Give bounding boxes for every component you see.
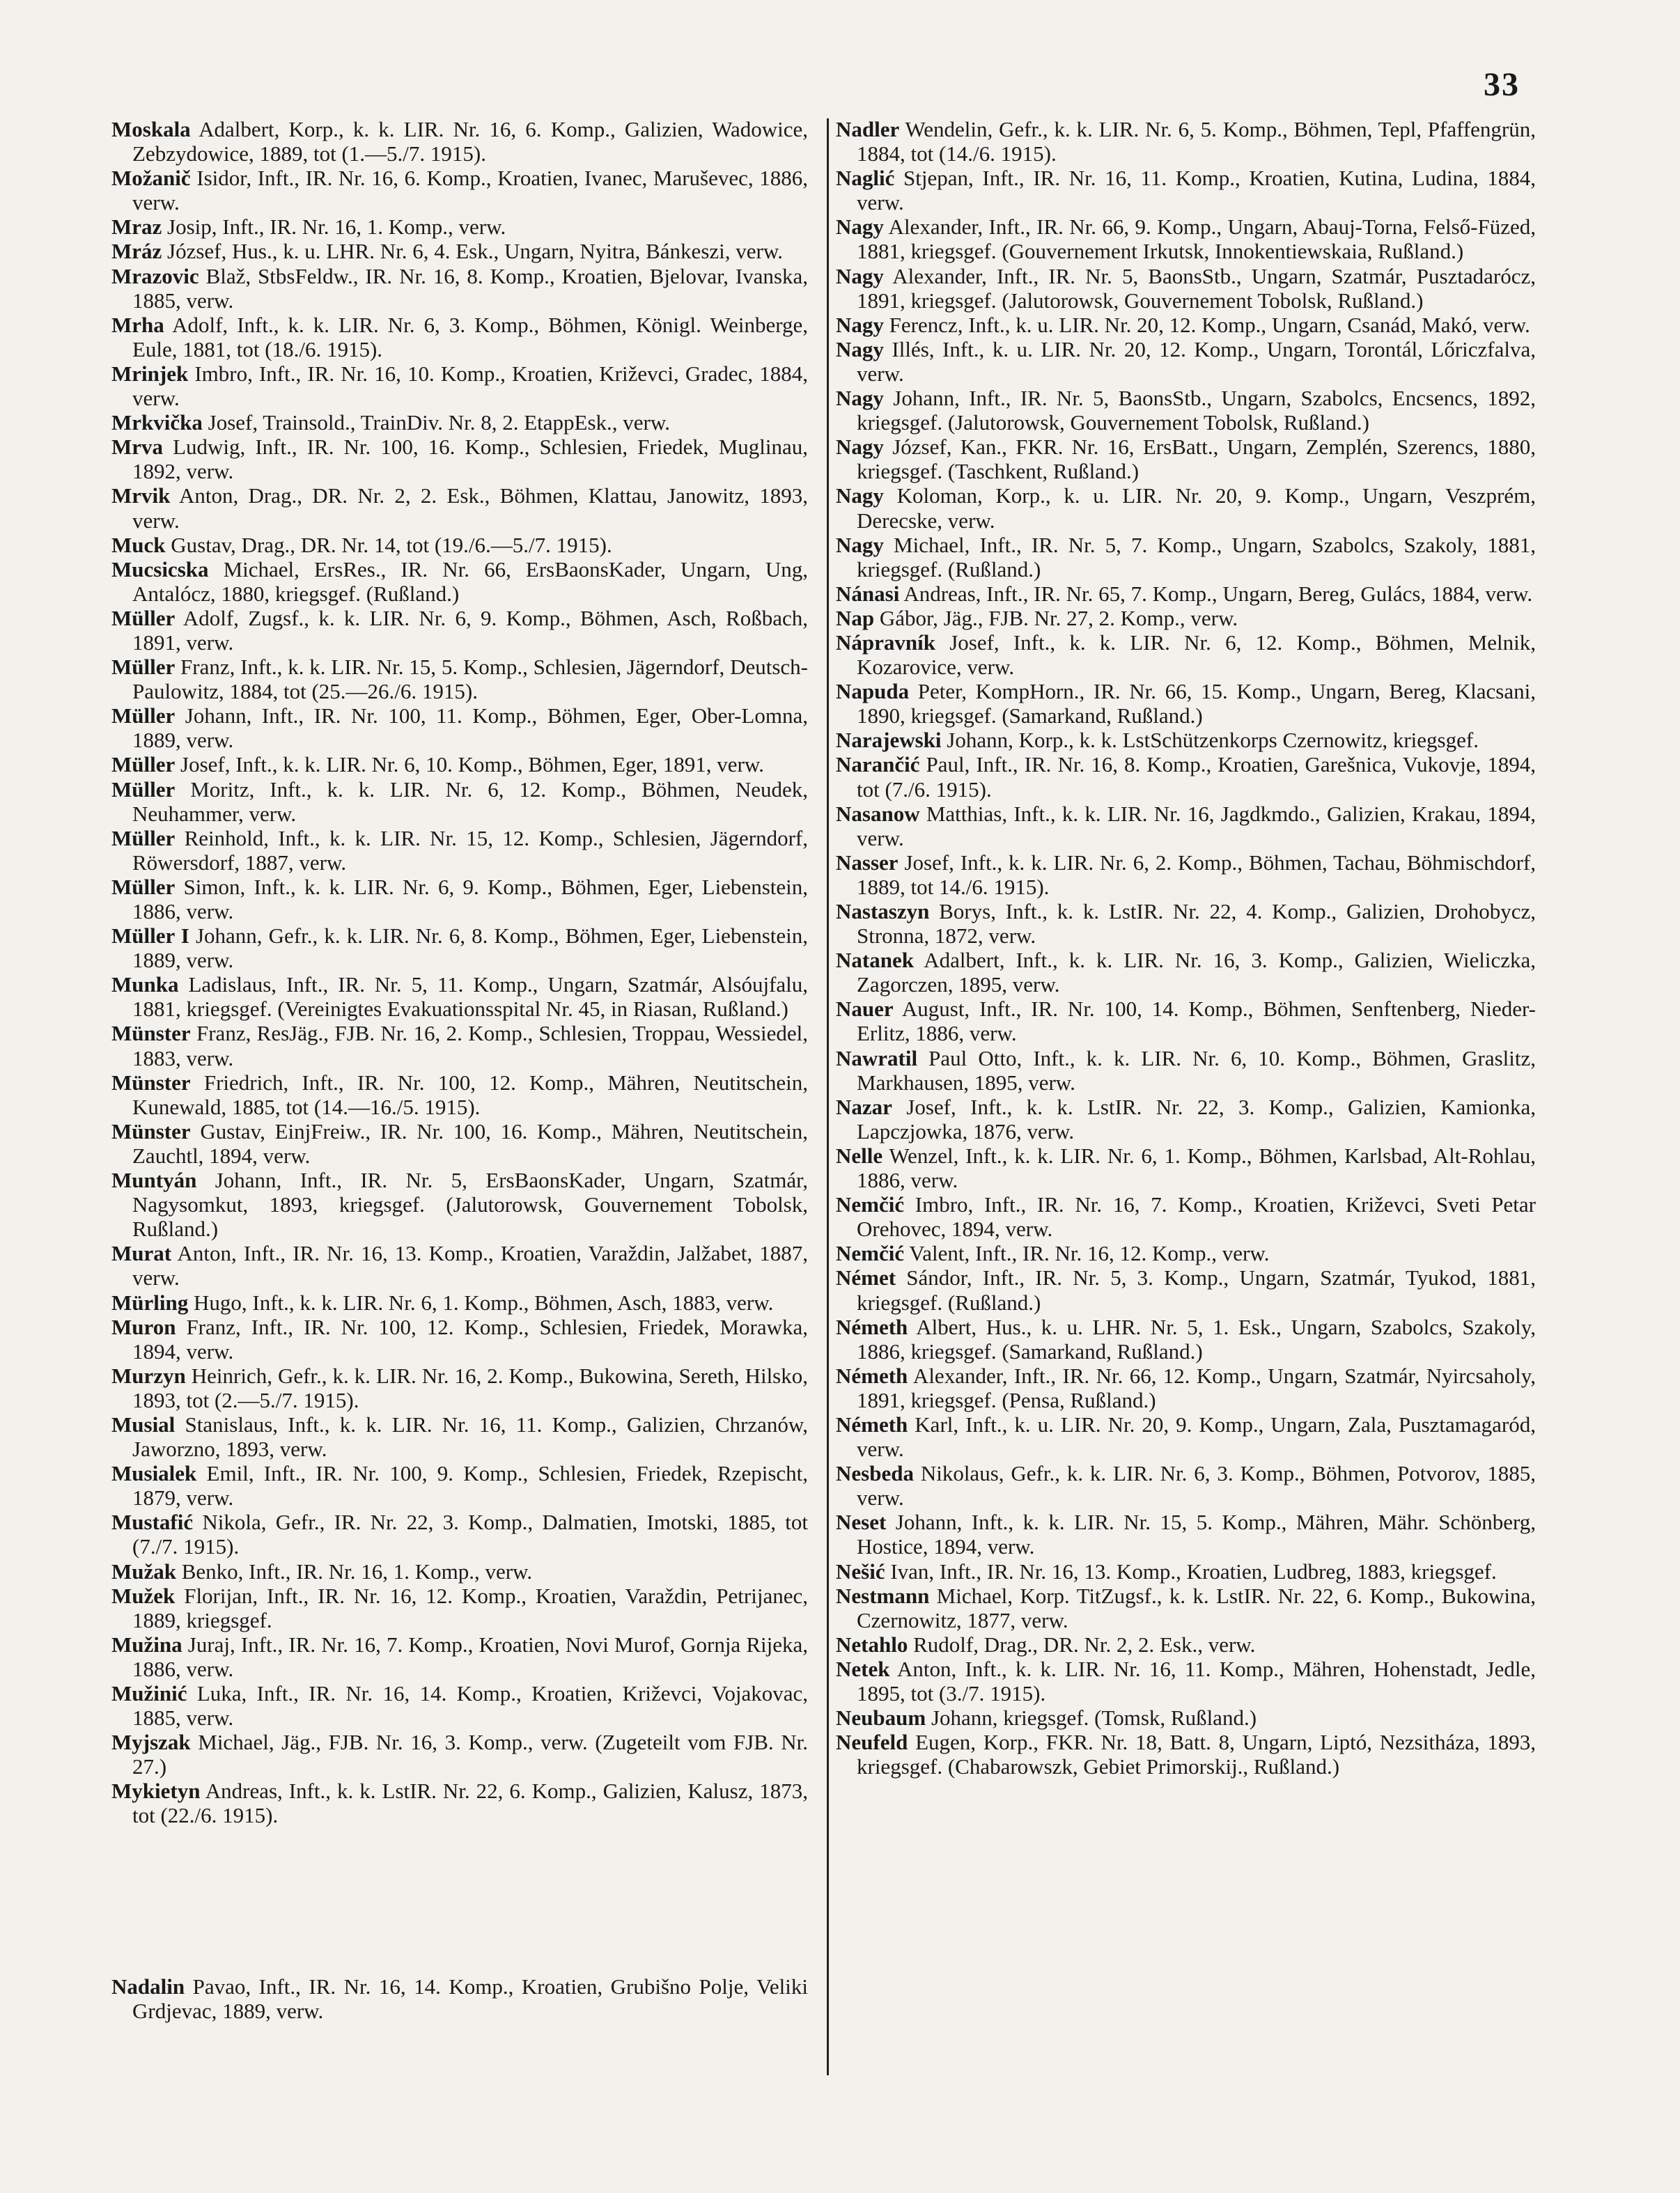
entry-details: Koloman, Korp., k. u. LIR. Nr. 20, 9. Komp., Ungarn, Veszprém, Derecske, verw. xyxy=(857,483,1536,533)
register-entry xyxy=(111,533,808,557)
entry-surname: Mürling xyxy=(111,1290,189,1315)
register-entry xyxy=(836,1461,1536,1510)
entry-details: Adalbert, Korp., k. k. LIR. Nr. 16, 6. Komp., Galizien, Wadowice, Zebzydowice, 1889, tot (1.—5./7. 1915). xyxy=(132,117,808,166)
entry-details: Rudolf, Drag., DR. Nr. 2, 2. Esk., verw. xyxy=(908,1632,1256,1657)
entry-details: Florijan, Inft., IR. Nr. 16, 12. Komp., Kroatien, Varaždin, Petrijanec, 1889, kriegsgef. xyxy=(132,1583,808,1632)
entry-details: Wenzel, Inft., k. k. LIR. Nr. 6, 1. Komp., Böhmen, Karlsbad, Alt-Rohlau, 1886, verw. xyxy=(857,1143,1536,1193)
entry-details: Isidor, Inft., IR. Nr. 16, 6. Komp., Kroatien, Ivanec, Maruševec, 1886, verw. xyxy=(132,166,808,215)
register-entry xyxy=(111,264,808,313)
entry-surname: Murzyn xyxy=(111,1363,186,1388)
entry-surname: Nagy xyxy=(836,435,884,460)
entry-surname: Németh xyxy=(836,1363,908,1388)
register-entry xyxy=(836,802,1536,850)
entry-details: Alexander, Inft., IR. Nr. 5, BaonsStb., Ungarn, Szatmár, Pusztadarócz, 1891, kriegsgef. (Jalutorowsk, Gouvernement Tobolsk, Rußland.) xyxy=(857,263,1536,313)
entry-details: Johann, Inft., IR. Nr. 5, ErsBaonsKader, Ungarn, Szatmár, Nagysomkut, 1893, kriegsgef. (Jalutorowsk, Gouvernement Tobolsk, Rußland.) xyxy=(132,1168,808,1242)
entry-details: Benko, Inft., IR. Nr. 16, 1. Komp., verw. xyxy=(176,1559,533,1584)
entry-surname: Müller xyxy=(111,605,176,630)
register-entry xyxy=(836,533,1536,582)
register-entry xyxy=(836,899,1536,948)
register-entry xyxy=(111,1315,808,1364)
entry-details: Gábor, Jäg., FJB. Nr. 27, 2. Komp., verw. xyxy=(874,605,1238,630)
register-entry xyxy=(111,1681,808,1730)
register-entry xyxy=(836,606,1536,630)
register-entry xyxy=(111,875,808,923)
entry-surname: Nemčić xyxy=(836,1192,905,1217)
entry-surname: Müller I xyxy=(111,923,189,949)
entry-surname: Mužina xyxy=(111,1632,182,1657)
entry-details: Franz, Inft., IR. Nr. 100, 12. Komp., Schlesien, Friedek, Morawka, 1894, verw. xyxy=(132,1314,808,1364)
entry-surname: Nagy xyxy=(836,336,884,361)
entry-details: Josef, Inft., k. k. LIR. Nr. 6, 12. Komp., Böhmen, Melnik, Kozarovice, verw. xyxy=(857,630,1536,680)
entry-surname: Nadalin xyxy=(111,1974,185,1999)
entry-surname: Netek xyxy=(836,1656,890,1681)
entry-surname: Musialek xyxy=(111,1461,197,1486)
entry-surname: Musial xyxy=(111,1412,176,1437)
register-entry xyxy=(111,826,808,875)
entry-details: Paul Otto, Inft., k. k. LIR. Nr. 6, 10. Komp., Böhmen, Graslitz, Markhausen, 1895, verw. xyxy=(857,1045,1536,1095)
entry-surname: Nagy xyxy=(836,214,884,240)
register-entry xyxy=(111,1364,808,1412)
register-entry xyxy=(836,435,1536,483)
entry-surname: Nešić xyxy=(836,1559,885,1584)
entry-details: Franz, ResJäg., FJB. Nr. 16, 2. Komp., Schlesien, Troppau, Wessiedel, 1883, verw. xyxy=(132,1021,808,1070)
register-entry xyxy=(111,410,808,435)
entry-details: Simon, Inft., k. k. LIR. Nr. 6, 9. Komp., Böhmen, Eger, Liebenstein, 1886, verw. xyxy=(132,874,808,923)
entry-details: Reinhold, Inft., k. k. LIR. Nr. 15, 12. Komp., Schlesien, Jägerndorf, Röwersdorf, 1887, verw. xyxy=(132,825,808,875)
entry-details: Eugen, Korp., FKR. Nr. 18, Batt. 8, Ungarn, Liptó, Nezsitháza, 1893, kriegsgef. (Chabarowszk, Gebiet Primorskij., Rußland.) xyxy=(857,1730,1536,1779)
entry-details: Josef, Inft., k. k. LstIR. Nr. 22, 3. Komp., Galizien, Kamionka, Lapczjowka, 1876, verw. xyxy=(857,1094,1536,1144)
entry-details: Andreas, Inft., IR. Nr. 65, 7. Komp., Ungarn, Bereg, Gulács, 1884, verw. xyxy=(899,581,1533,606)
register-entry xyxy=(836,1584,1536,1632)
entry-surname: Netahlo xyxy=(836,1632,908,1657)
entry-details: Michael, Jäg., FJB. Nr. 16, 3. Komp., verw. (Zugeteilt vom FJB. Nr. 27.) xyxy=(132,1730,808,1779)
entry-surname: Mrinjek xyxy=(111,361,189,386)
entry-details: Friedrich, Inft., IR. Nr. 100, 12. Komp., Mähren, Neutitschein, Kunewald, 1885, tot (14.—16./5. 1915). xyxy=(132,1070,808,1119)
entry-surname: Možanič xyxy=(111,166,191,191)
entry-surname: Napuda xyxy=(836,679,910,704)
register-entry xyxy=(111,1168,808,1241)
left-column xyxy=(111,117,808,2023)
entry-surname: Nagy xyxy=(836,386,884,411)
register-entry xyxy=(111,214,808,239)
register-entry xyxy=(836,1315,1536,1364)
entry-surname: Nagy xyxy=(836,532,884,557)
register-entry xyxy=(836,483,1536,532)
register-entry xyxy=(111,1070,808,1119)
entry-surname: Nastaszyn xyxy=(836,899,930,923)
register-entry xyxy=(836,1632,1536,1657)
entry-surname: Neset xyxy=(836,1510,887,1535)
register-entry xyxy=(836,1364,1536,1412)
register-entry xyxy=(836,630,1536,679)
entry-details: Ivan, Inft., IR. Nr. 16, 13. Komp., Kroatien, Ludbreg, 1883, kriegsgef. xyxy=(885,1559,1497,1584)
entry-details: Johann, kriegsgef. (Tomsk, Rußland.) xyxy=(926,1706,1257,1731)
entry-surname: Moskala xyxy=(111,117,191,141)
entry-surname: Münster xyxy=(111,1021,191,1046)
register-entry xyxy=(836,1730,1536,1779)
entry-surname: Nagy xyxy=(836,312,884,337)
register-entry xyxy=(111,483,808,532)
register-entry xyxy=(836,582,1536,606)
register-entry xyxy=(836,1144,1536,1192)
register-entry xyxy=(111,777,808,826)
entry-surname: Mustafić xyxy=(111,1510,194,1535)
entry-details: Andreas, Inft., k. k. LstIR. Nr. 22, 6. Komp., Galizien, Kalusz, 1873, tot (22./6. 1915). xyxy=(132,1779,808,1828)
entry-surname: Nelle xyxy=(836,1143,883,1168)
register-entry xyxy=(836,728,1536,752)
entry-details: Adolf, Zugsf., k. k. LIR. Nr. 6, 9. Komp., Böhmen, Asch, Roßbach, 1891, verw. xyxy=(132,605,808,655)
register-entry xyxy=(836,313,1536,337)
register-entry xyxy=(111,117,808,166)
entry-details: Johann, Gefr., k. k. LIR. Nr. 6, 8. Komp., Böhmen, Eger, Liebenstein, 1889, verw. xyxy=(132,923,809,973)
entry-details: Imbro, Inft., IR. Nr. 16, 7. Komp., Kroatien, Križevci, Sveti Petar Orehovec, 1894, verw. xyxy=(857,1192,1536,1242)
entry-surname: Nadler xyxy=(836,117,900,141)
entry-surname: Nasser xyxy=(836,850,899,875)
register-entry xyxy=(111,972,808,1021)
entry-details: Emil, Inft., IR. Nr. 100, 9. Komp., Schlesien, Friedek, Rzepischt, 1879, verw. xyxy=(132,1461,808,1511)
entry-details: Michael, ErsRes., IR. Nr. 66, ErsBaonsKader, Ungarn, Ung, Antalócz, 1880, kriegsgef. (Rußland.) xyxy=(132,556,808,606)
entry-details: Michael, Korp. TitZugsf., k. k. LstIR. Nr. 22, 6. Komp., Bukowina, Czernowitz, 1877, verw. xyxy=(857,1583,1536,1632)
entry-details: Alexander, Inft., IR. Nr. 66, 9. Komp., Ungarn, Abauj-Torna, Felső-Füzed, 1881, kriegsgef. (Gouvernement Irkutsk, Innokentiewskaia, Rußland.) xyxy=(857,214,1536,264)
entry-details: Peter, KompHorn., IR. Nr. 66, 15. Komp., Ungarn, Bereg, Klacsani, 1890, kriegsgef. (Samarkand, Rußland.) xyxy=(857,679,1536,728)
entry-details: Ferencz, Inft., k. u. LIR. Nr. 20, 12. Komp., Ungarn, Csanád, Makó, verw. xyxy=(883,312,1530,337)
entry-details: Luka, Inft., IR. Nr. 16, 14. Komp., Kroatien, Križevci, Vojakovac, 1885, verw. xyxy=(132,1681,808,1731)
entry-surname: Mrva xyxy=(111,435,164,460)
entry-details: Gustav, Drag., DR. Nr. 14, tot (19./6.—5./7. 1915). xyxy=(165,532,612,557)
entry-surname: Német xyxy=(836,1265,896,1290)
register-entry xyxy=(836,1241,1536,1265)
entry-surname: Mužinić xyxy=(111,1681,187,1706)
entry-surname: Nánasi xyxy=(836,581,900,606)
entry-surname: Münster xyxy=(111,1118,191,1144)
entry-surname: Mrvik xyxy=(111,483,171,508)
entry-surname: Muntyán xyxy=(111,1168,197,1193)
entry-details: Josip, Inft., IR. Nr. 16, 1. Komp., verw. xyxy=(162,214,506,240)
register-entry xyxy=(111,361,808,410)
register-entry xyxy=(111,1730,808,1779)
entry-surname: Mrha xyxy=(111,312,164,337)
register-entry xyxy=(836,850,1536,899)
entry-surname: Nagy xyxy=(836,483,884,508)
entry-surname: Mucsicska xyxy=(111,556,209,582)
register-entry xyxy=(836,214,1536,263)
register-entry xyxy=(111,435,808,483)
column-divider xyxy=(827,118,829,2075)
right-column xyxy=(836,117,1536,1779)
register-entry xyxy=(836,1559,1536,1584)
entry-details: Juraj, Inft., IR. Nr. 16, 7. Komp., Kroatien, Novi Murof, Gornja Rijeka, 1886, verw. xyxy=(132,1632,808,1681)
register-entry xyxy=(111,1021,808,1070)
register-entry xyxy=(836,1046,1536,1095)
entry-details: Ludwig, Inft., IR. Nr. 100, 16. Komp., Schlesien, Friedek, Muglinau, 1892, verw. xyxy=(132,435,808,484)
register-entry xyxy=(836,1265,1536,1314)
entry-details: Heinrich, Gefr., k. k. LIR. Nr. 16, 2. Komp., Bukowina, Sereth, Hilsko, 1893, tot (2.—5./7. 1915). xyxy=(132,1363,808,1412)
entry-details: Matthias, Inft., k. k. LIR. Nr. 16, Jagdkmdo., Galizien, Krakau, 1894, verw. xyxy=(857,801,1536,850)
entry-details: Imbro, Inft., IR. Nr. 16, 10. Komp., Kroatien, Križevci, Gradec, 1884, verw. xyxy=(132,361,808,411)
entry-details: Adolf, Inft., k. k. LIR. Nr. 6, 3. Komp., Böhmen, Königl. Weinberge, Eule, 1881, tot (18./6. 1915). xyxy=(132,312,808,361)
register-entry xyxy=(111,166,808,214)
entry-details: Johann, Inft., k. k. LIR. Nr. 15, 5. Komp., Mähren, Mähr. Schönberg, Hostice, 1894, verw. xyxy=(857,1510,1536,1559)
entry-surname: Muck xyxy=(111,532,166,557)
entry-details: Franz, Inft., k. k. LIR. Nr. 15, 5. Komp., Schlesien, Jägerndorf, Deutsch-Paulowitz, 1884, tot (25.—26./6. 1915). xyxy=(132,655,808,704)
entry-surname: Neufeld xyxy=(836,1730,908,1755)
register-entry xyxy=(836,166,1536,214)
entry-surname: Müller xyxy=(111,703,176,728)
entry-details: Albert, Hus., k. u. LHR. Nr. 5, 1. Esk., Ungarn, Szabolcs, Szakoly, 1886, kriegsgef. (Samarkand, Rußland.) xyxy=(857,1314,1536,1364)
entry-surname: Mraz xyxy=(111,214,162,240)
register-entry xyxy=(111,557,808,606)
entry-surname: Naglić xyxy=(836,166,895,191)
entry-surname: Nagy xyxy=(836,263,884,288)
entry-details: Nikolaus, Gefr., k. k. LIR. Nr. 6, 3. Komp., Böhmen, Potvorov, 1885, verw. xyxy=(857,1461,1536,1511)
entry-details: Paul, Inft., IR. Nr. 16, 8. Komp., Kroatien, Garešnica, Vukovje, 1894, tot (7./6. 1915). xyxy=(857,752,1536,802)
register-entry xyxy=(111,1290,808,1315)
entry-surname: Mráz xyxy=(111,239,162,264)
register-entry xyxy=(836,1510,1536,1559)
register-entry xyxy=(111,1241,808,1290)
entry-details: Michael, Inft., IR. Nr. 5, 7. Komp., Ungarn, Szabolcs, Szakoly, 1881, kriegsgef. (Rußland.) xyxy=(857,532,1536,582)
entry-surname: Munka xyxy=(111,972,179,997)
register-entry xyxy=(836,948,1536,997)
entry-surname: Mykietyn xyxy=(111,1779,201,1804)
entry-surname: Mužek xyxy=(111,1583,176,1608)
register-entry xyxy=(111,752,808,776)
entry-surname: Müller xyxy=(111,825,176,850)
entry-details: Blaž, StbsFeldw., IR. Nr. 16, 8. Komp., Kroatien, Bjelovar, Ivanska, 1885, verw. xyxy=(132,263,808,313)
register-entry xyxy=(836,117,1536,166)
register-entry xyxy=(111,655,808,703)
entry-details: Ladislaus, Inft., IR. Nr. 5, 11. Komp., Ungarn, Szatmár, Alsóujfalu, 1881, kriegsgef. (Vereinigtes Evakuationsspital Nr. 45, in Riasan, Rußland.) xyxy=(132,972,808,1022)
entry-details: Wendelin, Gefr., k. k. LIR. Nr. 6, 5. Komp., Böhmen, Tepl, Pfaffengrün, 1884, tot (14./6. 1915). xyxy=(857,117,1536,166)
register-entry xyxy=(836,997,1536,1045)
register-entry xyxy=(111,1559,808,1584)
register-entry xyxy=(111,1119,808,1168)
register-entry xyxy=(111,1412,808,1461)
register-entry xyxy=(111,1510,808,1559)
entry-details: Adalbert, Inft., k. k. LIR. Nr. 16, 3. Komp., Galizien, Wieliczka, Zagorczen, 1895, verw. xyxy=(857,948,1536,997)
register-entry xyxy=(111,1632,808,1681)
entry-surname: Neubaum xyxy=(836,1706,926,1731)
entry-surname: Mrkvička xyxy=(111,410,203,435)
register-entry xyxy=(836,1412,1536,1461)
entry-surname: Münster xyxy=(111,1070,191,1095)
register-entry xyxy=(836,264,1536,313)
entry-details: Stanislaus, Inft., k. k. LIR. Nr. 16, 11. Komp., Galizien, Chrzanów, Jaworzno, 1893, verw. xyxy=(132,1412,808,1462)
register-entry xyxy=(836,1192,1536,1241)
entry-details: Johann, Korp., k. k. LstSchützenkorps Czernowitz, kriegsgef. xyxy=(941,728,1479,753)
register-entry xyxy=(836,1095,1536,1144)
entry-surname: Nemčić xyxy=(836,1241,905,1266)
entry-details: August, Inft., IR. Nr. 100, 14. Komp., Böhmen, Senftenberg, Nieder-Erlitz, 1886, verw. xyxy=(857,997,1536,1046)
entry-surname: Myjszak xyxy=(111,1730,191,1755)
entry-details: Moritz, Inft., k. k. LIR. Nr. 6, 12. Komp., Böhmen, Neudek, Neuhammer, verw. xyxy=(132,776,808,826)
entry-details: Hugo, Inft., k. k. LIR. Nr. 6, 1. Komp., Böhmen, Asch, 1883, verw. xyxy=(188,1290,774,1315)
entry-surname: Mrazovic xyxy=(111,263,199,288)
register-entry xyxy=(111,1461,808,1510)
entry-surname: Murat xyxy=(111,1241,172,1266)
entry-details: Josef, Inft., k. k. LIR. Nr. 6, 2. Komp., Böhmen, Tachau, Böhmischdorf, 1889, tot 14./6. 1915). xyxy=(857,850,1536,899)
entry-surname: Muron xyxy=(111,1314,176,1339)
register-entry xyxy=(836,1657,1536,1706)
entry-details: Pavao, Inft., IR. Nr. 16, 14. Komp., Kroatien, Grubišno Polje, Veliki Grdjevac, 1889, verw. xyxy=(132,1974,808,2023)
entry-details: Anton, Inft., k. k. LIR. Nr. 16, 11. Komp., Mähren, Hohenstadt, Jedle, 1895, tot (3./7. 1915). xyxy=(857,1656,1536,1706)
entry-details: József, Hus., k. u. LHR. Nr. 6, 4. Esk., Ungarn, Nyitra, Bánkeszi, verw. xyxy=(162,239,783,264)
section-gap xyxy=(111,1828,808,1974)
register-entry xyxy=(111,1974,808,2023)
register-entry xyxy=(111,1779,808,1827)
entry-details: Gustav, EinjFreiw., IR. Nr. 100, 16. Komp., Mähren, Neutitschein, Zauchtl, 1894, verw. xyxy=(132,1118,808,1168)
entry-surname: Narančić xyxy=(836,752,920,777)
register-entry xyxy=(111,703,808,752)
entry-surname: Nazar xyxy=(836,1094,892,1119)
entry-surname: Mužak xyxy=(111,1559,176,1584)
register-entry xyxy=(836,337,1536,386)
entry-details: Karl, Inft., k. u. LIR. Nr. 20, 9. Komp., Ungarn, Zala, Pusztamagaród, verw. xyxy=(857,1412,1536,1462)
register-entry xyxy=(111,313,808,361)
entry-surname: Müller xyxy=(111,776,176,802)
entry-surname: Nestmann xyxy=(836,1583,930,1608)
page-number: 33 xyxy=(1484,66,1520,103)
entry-details: Stjepan, Inft., IR. Nr. 16, 11. Komp., Kroatien, Kutina, Ludina, 1884, verw. xyxy=(857,166,1536,215)
entry-surname: Nauer xyxy=(836,997,894,1022)
entry-details: Alexander, Inft., IR. Nr. 66, 12. Komp., Ungarn, Szatmár, Nyircsaholy, 1891, kriegsgef. (Pensa, Rußland.) xyxy=(857,1363,1536,1412)
entry-details: Josef, Inft., k. k. LIR. Nr. 6, 10. Komp., Böhmen, Eger, 1891, verw. xyxy=(175,752,764,777)
register-entry xyxy=(111,606,808,655)
entry-details: József, Kan., FKR. Nr. 16, ErsBatt., Ungarn, Zemplén, Szerencs, 1880, kriegsgef. (Taschkent, Rußland.) xyxy=(857,435,1536,484)
register-entry xyxy=(836,752,1536,801)
entry-surname: Nápravník xyxy=(836,630,935,655)
entry-details: Josef, Trainsold., TrainDiv. Nr. 8, 2. EtappEsk., verw. xyxy=(202,410,670,435)
entry-surname: Natanek xyxy=(836,948,914,973)
entry-details: Illés, Inft., k. u. LIR. Nr. 20, 12. Komp., Ungarn, Torontál, Lőriczfalva, verw. xyxy=(857,336,1536,386)
entry-details: Valent, Inft., IR. Nr. 16, 12. Komp., verw. xyxy=(904,1241,1270,1266)
entry-surname: Narajewski xyxy=(836,728,942,753)
register-entry xyxy=(836,386,1536,435)
entry-details: Borys, Inft., k. k. LstIR. Nr. 22, 4. Komp., Galizien, Drohobycz, Stronna, 1872, verw. xyxy=(857,899,1536,949)
entry-details: Sándor, Inft., IR. Nr. 5, 3. Komp., Ungarn, Szatmár, Tyukod, 1881, kriegsgef. (Rußland.) xyxy=(857,1265,1536,1315)
register-entry xyxy=(111,1584,808,1632)
entry-surname: Németh xyxy=(836,1412,908,1437)
entry-surname: Nasanow xyxy=(836,801,920,826)
entry-surname: Nesbeda xyxy=(836,1461,914,1486)
entry-details: Nikola, Gefr., IR. Nr. 22, 3. Komp., Dalmatien, Imotski, 1885, tot (7./7. 1915). xyxy=(132,1510,808,1559)
entry-surname: Nawratil xyxy=(836,1045,918,1070)
entry-details: Johann, Inft., IR. Nr. 100, 11. Komp., Böhmen, Eger, Ober-Lomna, 1889, verw. xyxy=(132,703,808,753)
entry-surname: Müller xyxy=(111,655,176,680)
register-entry xyxy=(111,923,808,972)
entry-surname: Müller xyxy=(111,752,176,777)
entry-surname: Németh xyxy=(836,1314,908,1339)
register-entry xyxy=(836,679,1536,728)
entry-details: Johann, Inft., IR. Nr. 5, BaonsStb., Ungarn, Szabolcs, Encsencs, 1892, kriegsgef. (Jalutorowsk, Gouvernement Tobolsk, Rußland.) xyxy=(857,386,1536,435)
entry-details: Anton, Drag., DR. Nr. 2, 2. Esk., Böhmen, Klattau, Janowitz, 1893, verw. xyxy=(132,483,808,533)
entry-surname: Müller xyxy=(111,874,176,899)
register-entry xyxy=(111,239,808,263)
entry-surname: Nap xyxy=(836,605,875,630)
register-entry xyxy=(836,1706,1536,1730)
entry-details: Anton, Inft., IR. Nr. 16, 13. Komp., Kroatien, Varaždin, Jalžabet, 1887, verw. xyxy=(132,1241,808,1290)
